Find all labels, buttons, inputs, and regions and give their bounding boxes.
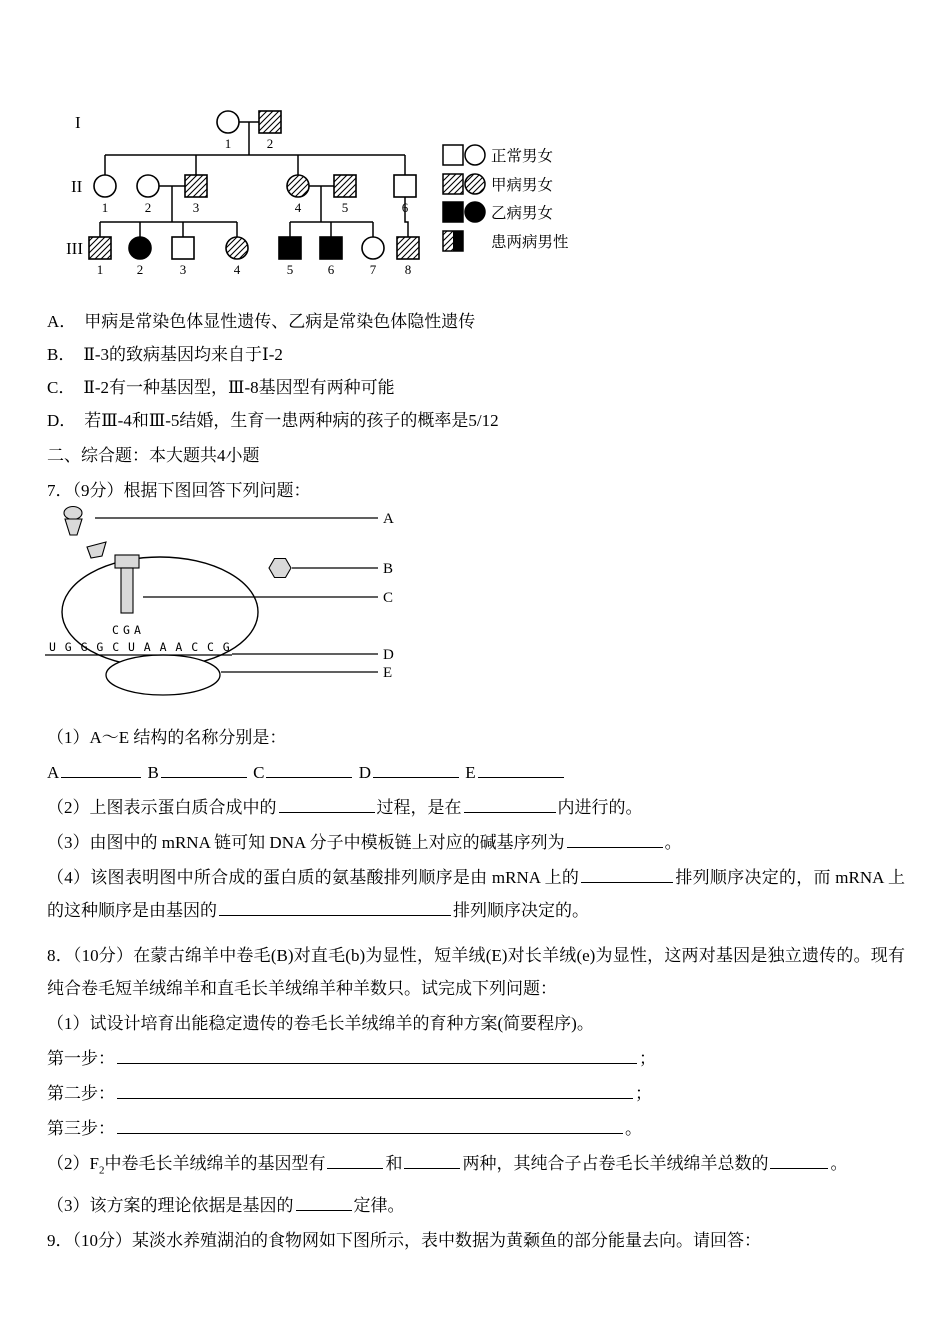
pedigree-number-2-6: 6 <box>401 200 409 215</box>
q7-sub3-pre: （3）由图中的 mRNA 链可知 DNA 分子中模板链上对应的碱基序列为 <box>47 833 565 852</box>
pedigree-number-2-3: 3 <box>192 200 200 215</box>
q8-sub2-b: 和 <box>385 1154 403 1173</box>
q7-sub2-post: 内进行的。 <box>557 798 643 817</box>
q8-sub2-blank-2 <box>404 1152 460 1169</box>
pointer-label-b: B <box>383 561 394 577</box>
q8-stem: 8．（10分）在蒙古绵羊中卷毛(B)对直毛(b)为显性，短羊绒(E)对长羊绒(e)为显性，这两对基因是独立遗传的。现有纯合卷毛短羊绒绵羊和直毛长羊绒绵羊种羊数只。试完成下列问题： <box>47 946 905 998</box>
q7-figure-space <box>47 507 905 719</box>
pedigree-number-3-4: 4 <box>233 262 241 277</box>
pointer-label-d: D <box>383 647 394 663</box>
pointer-label-a: A <box>383 511 394 527</box>
q8-f2-subscript: 2 <box>98 1164 105 1177</box>
pedigree-number-2-2: 2 <box>144 200 152 215</box>
mrna-base-10: C <box>207 640 214 654</box>
pedigree-number-3-3: 3 <box>179 262 187 277</box>
q7-sub2 <box>47 791 905 824</box>
pedigree-number-1-1: 1 <box>224 136 232 151</box>
mrna-base-7: A <box>159 640 167 654</box>
q7-blank-label-c: C <box>253 763 265 782</box>
pedigree-number-3-2: 2 <box>136 262 144 277</box>
q7-sub2-mid: 过程，是在 <box>376 798 462 817</box>
option-a-label: A． <box>47 312 77 331</box>
q8-sub2-a: 中卷毛长羊绒绵羊的基因型有 <box>104 1154 326 1173</box>
pedigree-number-3-1: 1 <box>96 262 104 277</box>
q8-step-3-end: 。 <box>625 1119 642 1138</box>
q8-sub3 <box>47 1189 905 1222</box>
q7-sub4-blank-1 <box>581 866 673 883</box>
option-c-text: Ⅱ-2有一种基因型，Ⅲ-8基因型有两种可能 <box>83 378 395 397</box>
option-a <box>47 305 905 338</box>
pedigree-number-2-5: 5 <box>341 200 349 215</box>
pedigree-figure-space <box>47 0 905 305</box>
q7-stem: 7．（9分）根据下图回答下列问题： <box>47 481 311 500</box>
anticodon-base-2: A <box>134 623 141 637</box>
option-c <box>47 371 905 404</box>
q8-step-1-blank <box>117 1047 637 1064</box>
mrna-base-3: G <box>96 640 104 654</box>
q7-sub4-blank-2 <box>219 899 451 916</box>
q7-blank-c <box>266 761 352 778</box>
q8-step-1-label: 第一步： <box>47 1049 115 1068</box>
pedigree-number-3-5: 5 <box>286 262 294 277</box>
q8-step-1-end: ； <box>639 1049 656 1068</box>
pedigree-number-2-4: 4 <box>294 200 302 215</box>
mrna-base-5: U <box>128 640 135 654</box>
q7-blank-label-e: E <box>465 763 476 782</box>
anticodon-base-1: G <box>123 623 130 637</box>
option-d-label: D． <box>47 411 77 430</box>
q7-sub3 <box>47 826 905 859</box>
q7-blank-label-a: A <box>47 763 60 782</box>
q7-sub3-blank <box>567 831 663 848</box>
q7-sub4-post: 排列顺序决定的。 <box>453 901 589 920</box>
q8-sub2-post: 。 <box>830 1154 848 1173</box>
q8-step-3-label: 第三步： <box>47 1119 115 1138</box>
q8-sub3-blank <box>296 1194 352 1211</box>
q7-sub2-pre: （2）上图表示蛋白质合成中的 <box>47 798 277 817</box>
mrna-base-2: G <box>80 640 88 654</box>
mrna-base-6: A <box>143 640 151 654</box>
generation-label-1: I <box>75 113 81 132</box>
mrna-base-1: G <box>64 640 72 654</box>
mrna-base-9: C <box>191 640 199 654</box>
q7-sub4-mid: 排列顺序决定的，而 mRNA 上的这种顺序是由基因的 <box>47 868 905 920</box>
option-b-label: B． <box>47 345 76 364</box>
q8-step-2-label: 第二步： <box>47 1084 115 1103</box>
pointer-label-c: C <box>383 590 394 606</box>
mrna-base-11: G <box>222 640 230 654</box>
legend-label-1: 甲病男女 <box>491 177 554 194</box>
option-a-text: 甲病是常染色体显性遗传、乙病是常染色体隐性遗传 <box>84 312 476 331</box>
q8-step-3-blank <box>117 1117 623 1134</box>
q7-blank-e <box>478 761 564 778</box>
q8-sub2-c: 两种，其纯合子占卷毛长羊绒绵羊总数的 <box>462 1154 769 1173</box>
q7-sub1-blank-line <box>47 756 905 789</box>
q7-blank-label-b: B <box>147 763 159 782</box>
q8-sub2-blank-3 <box>770 1152 828 1169</box>
pedigree-number-3-6: 6 <box>327 262 335 277</box>
pedigree-number-1-2: 2 <box>266 136 274 151</box>
option-b <box>47 338 905 371</box>
q7-blank-a <box>61 761 141 778</box>
option-d-text: 若Ⅲ-4和Ⅲ-5结婚，生育一患两种病的孩子的概率是5/12 <box>84 411 499 430</box>
q8-sub1: （1）试设计培育出能稳定遗传的卷毛长羊绒绵羊的育种方案(简要程序)。 <box>47 1014 594 1033</box>
q7-sub3-post: 。 <box>664 833 682 852</box>
q7-sub2-blank-2 <box>464 796 556 813</box>
pedigree-number-3-7: 7 <box>369 262 377 277</box>
legend-label-3: 患两病男性 <box>491 234 569 251</box>
q8-sub3-post: 定律。 <box>353 1196 405 1216</box>
legend-label-0: 正常男女 <box>491 148 554 165</box>
q7-sub4-pre: （4）该图表明图中所合成的蛋白质的氨基酸排列顺序是由 mRNA 上的 <box>47 868 580 887</box>
q8-sub2 <box>47 1147 905 1187</box>
option-d <box>47 404 905 437</box>
q7-sub4 <box>47 861 905 927</box>
generation-label-3: III <box>66 239 83 258</box>
q8-sub3-pre: （3）该方案的理论依据是基因的 <box>47 1196 294 1216</box>
q9-stem: 9．（10分）某淡水养殖湖泊的食物网如下图所示，表中数据为黄颡鱼的部分能量去向。请回答： <box>47 1231 761 1251</box>
q7-blank-d <box>373 761 459 778</box>
q8-sub2-blank-1 <box>327 1152 383 1169</box>
option-b-text: Ⅱ-3的致病基因均来自于Ⅰ-2 <box>83 345 283 364</box>
anticodon-base-0: C <box>112 623 119 637</box>
pointer-label-e: E <box>383 665 393 681</box>
mrna-base-4: C <box>112 640 120 654</box>
q8-step-2-end: ； <box>635 1084 652 1103</box>
pedigree-number-2-1: 1 <box>101 200 109 215</box>
q7-blank-b <box>161 761 247 778</box>
q8-sub2-pre: （2）F <box>47 1154 99 1173</box>
legend-label-2: 乙病男女 <box>491 205 554 222</box>
q8-step-2-blank <box>117 1082 633 1099</box>
mrna-base-0: U <box>49 640 56 654</box>
q7-blank-label-d: D <box>358 763 371 782</box>
q8-step-2 <box>47 1077 905 1110</box>
generation-label-2: II <box>71 177 83 196</box>
q7-sub1-intro: （1）A～E 结构的名称分别是： <box>47 728 287 747</box>
option-c-label: C． <box>47 378 76 397</box>
q8-step-1 <box>47 1042 905 1075</box>
q7-sub2-blank-1 <box>279 796 375 813</box>
section-2-title: 二、综合题：本大题共4小题 <box>47 446 260 465</box>
mrna-base-8: A <box>175 640 183 654</box>
pedigree-number-3-8: 8 <box>404 262 412 277</box>
q8-step-3 <box>47 1112 905 1145</box>
